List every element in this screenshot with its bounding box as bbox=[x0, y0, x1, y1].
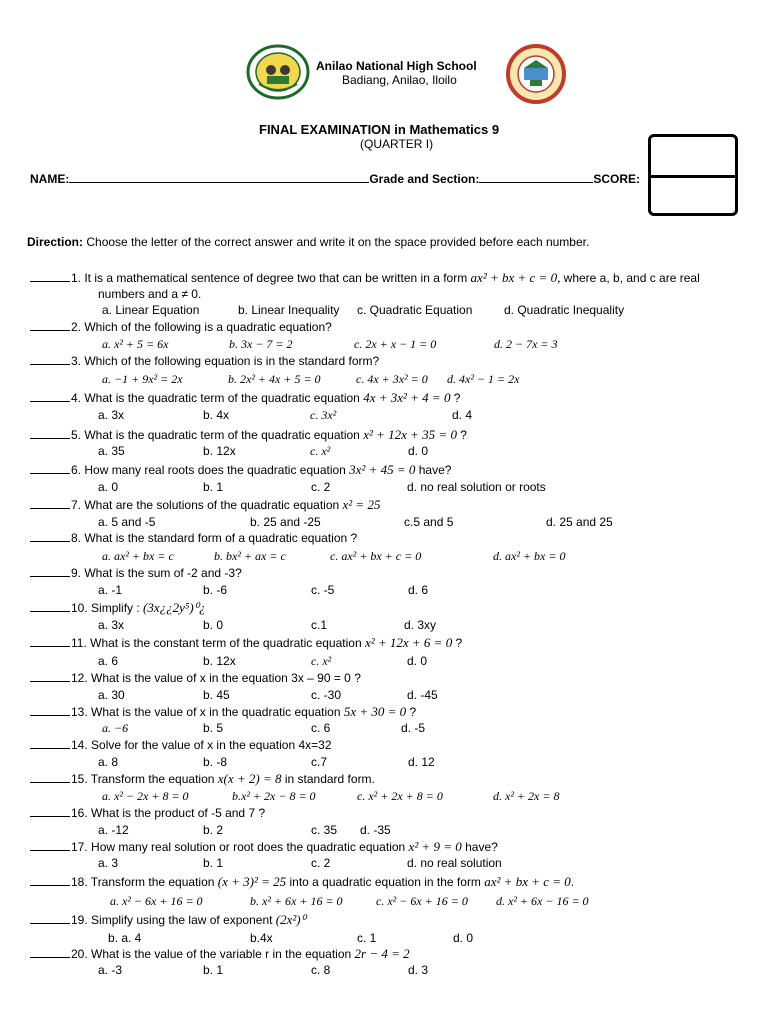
answer-option: a. 35 bbox=[98, 444, 125, 458]
question-number: 15. bbox=[71, 772, 88, 786]
answer-blank[interactable] bbox=[30, 428, 70, 439]
question-7 bbox=[30, 497, 380, 513]
question-text: What is the quadratic term of the quadratic equation bbox=[81, 391, 364, 405]
answer-option: d. 2 − 7x = 3 bbox=[494, 337, 558, 351]
answer-blank[interactable] bbox=[30, 271, 70, 282]
answer-option: b. 1 bbox=[203, 856, 224, 870]
question-number: 8. bbox=[71, 531, 82, 545]
answer-option: d. 25 and 25 bbox=[546, 515, 613, 529]
answer-option: a. x² + 5 = 6x bbox=[102, 337, 169, 351]
answer-option: d. 12 bbox=[408, 755, 435, 769]
question-text: What is the constant term of the quadratic equation bbox=[86, 636, 365, 650]
question-text: What is the product of -5 and 7 ? bbox=[87, 806, 266, 820]
question-text: How many real solution or root does the quadratic equation bbox=[87, 840, 409, 854]
direction-line bbox=[27, 235, 589, 249]
answer-blank[interactable] bbox=[30, 498, 70, 509]
answer-option: d. -5 bbox=[401, 721, 426, 735]
question-text: Simplify : bbox=[87, 601, 144, 615]
question-text: What is the value of the variable r in the equation bbox=[87, 947, 355, 961]
question-text: It is a mathematical sentence of degree two that can be written in a form bbox=[81, 271, 471, 285]
answer-option: c. 2x + x − 1 = 0 bbox=[354, 337, 437, 351]
question-number: 10. bbox=[71, 601, 88, 615]
question-number: 19. bbox=[71, 913, 88, 927]
direction-label: Direction: bbox=[27, 235, 84, 249]
answer-option: b. a. 4 bbox=[108, 931, 142, 945]
answer-option: d. 3 bbox=[408, 963, 429, 977]
question-1 bbox=[30, 270, 700, 286]
answer-option: c. -30 bbox=[311, 688, 342, 702]
answer-option: b. x² + 6x + 16 = 0 bbox=[250, 894, 343, 908]
answer-option: b. 45 bbox=[203, 688, 230, 702]
score-box[interactable] bbox=[648, 134, 738, 216]
answer-option: c. 6 bbox=[311, 721, 331, 735]
answer-option: b. -8 bbox=[203, 755, 228, 769]
question-text: What is the standard form of a quadratic equation ? bbox=[81, 531, 358, 545]
exam-title: FINAL EXAMINATION in Mathematics 9 bbox=[259, 122, 500, 137]
answer-option: b. 4x bbox=[203, 408, 230, 422]
answer-option: a. -12 bbox=[98, 823, 129, 837]
answer-option: c. ax² + bx + c = 0 bbox=[330, 549, 422, 563]
answer-option: c. x² bbox=[311, 654, 332, 668]
answer-blank[interactable] bbox=[30, 913, 70, 924]
answer-option: c.1 bbox=[311, 618, 328, 632]
question-tail: have? bbox=[415, 463, 452, 477]
answer-option: b. 25 and -25 bbox=[250, 515, 321, 529]
question-5 bbox=[30, 427, 467, 443]
question-20 bbox=[30, 946, 410, 962]
question-number: 11. bbox=[71, 636, 87, 650]
answer-option: b. 0 bbox=[203, 618, 224, 632]
answer-option: a. 6 bbox=[98, 654, 119, 668]
answer-option: d. 4x² − 1 = 2x bbox=[447, 372, 520, 386]
answer-option: d. -45 bbox=[407, 688, 438, 702]
question-text: What are the solutions of the quadratic equation bbox=[81, 498, 343, 512]
question-text: How many real roots does the quadratic equation bbox=[81, 463, 350, 477]
answer-option: d. 4 bbox=[452, 408, 473, 422]
answer-blank[interactable] bbox=[30, 636, 70, 647]
answer-blank[interactable] bbox=[30, 875, 70, 886]
question-math: x² + 12x + 35 = 0 bbox=[363, 427, 457, 442]
answer-option: b.x² + 2x − 8 = 0 bbox=[232, 789, 316, 803]
answer-option: d. 0 bbox=[407, 654, 428, 668]
answer-option: a. ax² + bx = c bbox=[102, 549, 174, 563]
question-4 bbox=[30, 390, 460, 406]
question-8 bbox=[30, 531, 357, 545]
answer-option: c. 2 bbox=[311, 480, 331, 494]
answer-option: c. 35 bbox=[311, 823, 338, 837]
answer-option: b. 3x − 7 = 2 bbox=[229, 337, 293, 351]
answer-blank[interactable] bbox=[30, 840, 70, 851]
question-number: 7. bbox=[71, 498, 82, 512]
question-math: (3x¿¿2y⁵)⁰¿ bbox=[143, 600, 206, 615]
answer-option: d. ax² + bx = 0 bbox=[493, 549, 566, 563]
answer-option: c. x² bbox=[310, 444, 331, 458]
school-seal-logo bbox=[245, 44, 311, 103]
question-number: 4. bbox=[71, 391, 82, 405]
question-math: ax² + bx + c = 0, bbox=[470, 270, 561, 285]
question-math: (x + 3)² = 25 bbox=[217, 874, 287, 889]
answer-option: b. -6 bbox=[203, 583, 228, 597]
answer-option: a. 3x bbox=[98, 408, 125, 422]
name-label: NAME: bbox=[30, 172, 70, 186]
answer-option: a. x² − 2x + 8 = 0 bbox=[102, 789, 189, 803]
question-tail: ? bbox=[406, 705, 417, 719]
grade-blank[interactable] bbox=[479, 172, 593, 183]
answer-blank[interactable] bbox=[30, 738, 70, 749]
answer-blank[interactable] bbox=[30, 947, 70, 958]
answer-option: b. 1 bbox=[203, 963, 224, 977]
question-number: 3. bbox=[71, 354, 82, 368]
answer-option: b. 1 bbox=[203, 480, 224, 494]
question-text: Simplify using the law of exponent bbox=[87, 913, 276, 927]
question-tail: have? bbox=[461, 840, 498, 854]
answer-option: d. no real solution bbox=[407, 856, 502, 870]
question-math: 5x + 30 = 0 bbox=[343, 704, 407, 719]
question-9 bbox=[30, 566, 242, 580]
question-tail: into a quadratic equation in the form bbox=[286, 875, 485, 889]
answer-option: a. 3 bbox=[98, 856, 119, 870]
question-13 bbox=[30, 704, 416, 720]
question-number: 6. bbox=[71, 463, 82, 477]
answer-option: a. x² − 6x + 16 = 0 bbox=[110, 894, 203, 908]
question-number: 16. bbox=[71, 806, 88, 820]
anilao-seal-logo bbox=[500, 44, 572, 107]
question-tail: ? bbox=[450, 391, 461, 405]
question-text: Transform the equation bbox=[87, 772, 218, 786]
answer-option: d. -35 bbox=[360, 823, 391, 837]
question-15 bbox=[30, 771, 375, 787]
question-math: x(x + 2) = 8 bbox=[217, 771, 282, 786]
answer-option: a. Linear Equation bbox=[102, 303, 200, 317]
answer-option: b. 2x² + 4x + 5 = 0 bbox=[228, 372, 321, 386]
question-number: 9. bbox=[71, 566, 82, 580]
question-math: x² + 12x + 6 = 0 bbox=[364, 635, 453, 650]
question-number: 17. bbox=[71, 840, 88, 854]
answer-option: c. 8 bbox=[311, 963, 331, 977]
question-tail: ? bbox=[456, 428, 467, 442]
answer-option: c. -5 bbox=[311, 583, 335, 597]
question-17 bbox=[30, 839, 498, 855]
question-19 bbox=[30, 912, 306, 928]
answer-blank[interactable] bbox=[30, 772, 70, 783]
answer-blank[interactable] bbox=[30, 806, 70, 817]
question-6 bbox=[30, 462, 451, 478]
answer-option: b. 2 bbox=[203, 823, 224, 837]
question-text: Solve for the value of x in the equation 4x=32 bbox=[87, 738, 332, 752]
question-math: 2r − 4 = 2 bbox=[354, 946, 410, 961]
answer-option: a. 30 bbox=[98, 688, 125, 702]
question-math: x² = 25 bbox=[342, 497, 381, 512]
question-number: 1. bbox=[71, 271, 82, 285]
question-tail: in standard form. bbox=[281, 772, 375, 786]
answer-option: c. Quadratic Equation bbox=[357, 303, 473, 317]
question-tail: where a, b, and c are real bbox=[560, 271, 700, 285]
answer-option: c.5 and 5 bbox=[404, 515, 454, 529]
name-grade-score-line bbox=[30, 172, 640, 186]
direction-text: Choose the letter of the correct answer and write it on the space provided before each number. bbox=[83, 235, 590, 249]
answer-blank[interactable] bbox=[30, 566, 70, 577]
answer-option: d. 0 bbox=[453, 931, 474, 945]
answer-option: a. -3 bbox=[98, 963, 123, 977]
question-text: What is the value of x in the equation 3x – 90 = 0 ? bbox=[87, 671, 361, 685]
answer-blank[interactable] bbox=[30, 391, 70, 402]
question-text: Transform the equation bbox=[87, 875, 218, 889]
question-number: 5. bbox=[71, 428, 82, 442]
answer-option: c. 4x + 3x² = 0 bbox=[356, 372, 428, 386]
score-label: SCORE: bbox=[593, 172, 641, 186]
question-math: 4x + 3x² + 4 = 0 bbox=[363, 390, 451, 405]
question-3 bbox=[30, 354, 379, 368]
question-math: ax² + bx + c = 0 bbox=[484, 874, 571, 889]
question-number: 18. bbox=[71, 875, 88, 889]
answer-option: c. 3x² bbox=[310, 408, 337, 422]
name-blank[interactable] bbox=[69, 172, 369, 183]
answer-blank[interactable] bbox=[30, 601, 70, 612]
answer-option: a. −1 + 9x² = 2x bbox=[102, 372, 183, 386]
answer-option: a. −6 bbox=[102, 721, 129, 735]
question-number: 14. bbox=[71, 738, 88, 752]
answer-option: d. x² + 2x = 8 bbox=[493, 789, 560, 803]
answer-option: b. 12x bbox=[203, 444, 236, 458]
answer-blank[interactable] bbox=[30, 531, 70, 542]
question-tail: ? bbox=[452, 636, 463, 650]
answer-option: c. x² − 6x + 16 = 0 bbox=[376, 894, 468, 908]
answer-blank[interactable] bbox=[30, 671, 70, 682]
answer-option: c. 1 bbox=[357, 931, 377, 945]
question-text: What is the sum of -2 and -3? bbox=[81, 566, 242, 580]
question-continuation: numbers and a ≠ 0. bbox=[98, 287, 202, 301]
answer-option: d. Quadratic Inequality bbox=[504, 303, 625, 317]
answer-option: b. 5 bbox=[203, 721, 224, 735]
answer-option: b. bx² + ax = c bbox=[214, 549, 286, 563]
answer-option: b. Linear Inequality bbox=[238, 303, 340, 317]
question-math: (2x²)⁰ bbox=[275, 912, 306, 927]
answer-option: a. -1 bbox=[98, 583, 123, 597]
question-11 bbox=[30, 635, 462, 651]
answer-option: c.7 bbox=[311, 755, 328, 769]
answer-option: a. 8 bbox=[98, 755, 119, 769]
answer-option: a. 3x bbox=[98, 618, 125, 632]
question-2 bbox=[30, 320, 332, 334]
score-divider bbox=[651, 175, 735, 178]
answer-option: b.4x bbox=[250, 931, 273, 945]
question-text: What is the quadratic term of the quadratic equation bbox=[81, 428, 364, 442]
answer-blank[interactable] bbox=[30, 354, 70, 365]
answer-option: d. x² + 6x − 16 = 0 bbox=[496, 894, 589, 908]
answer-option: d. 0 bbox=[408, 444, 429, 458]
grade-label: Grade and Section: bbox=[369, 172, 480, 186]
answer-blank[interactable] bbox=[30, 320, 70, 331]
question-math: 3x² + 45 = 0 bbox=[349, 462, 416, 477]
exam-subtitle: (QUARTER I) bbox=[360, 137, 434, 151]
question-10 bbox=[30, 600, 205, 616]
question-text: Which of the following is a quadratic equation? bbox=[81, 320, 332, 334]
answer-blank[interactable] bbox=[30, 463, 70, 474]
answer-option: a. 0 bbox=[98, 480, 119, 494]
answer-option: d. no real solution or roots bbox=[407, 480, 546, 494]
school-address: Badiang, Anilao, Iloilo bbox=[342, 73, 457, 87]
question-12 bbox=[30, 671, 361, 685]
question-16 bbox=[30, 806, 265, 820]
question-number: 2. bbox=[71, 320, 82, 334]
answer-blank[interactable] bbox=[30, 705, 70, 716]
question-number: 20. bbox=[71, 947, 88, 961]
question-number: 13. bbox=[71, 705, 88, 719]
question-text: What is the value of x in the quadratic equation bbox=[87, 705, 344, 719]
answer-option: d. 6 bbox=[408, 583, 429, 597]
question-18 bbox=[30, 874, 574, 890]
question-number: 12. bbox=[71, 671, 88, 685]
answer-option: c. 2 bbox=[311, 856, 331, 870]
question-14 bbox=[30, 738, 332, 752]
answer-option: c. x² + 2x + 8 = 0 bbox=[357, 789, 443, 803]
answer-option: b. 12x bbox=[203, 654, 236, 668]
question-tail: . bbox=[570, 875, 575, 889]
answer-option: a. 5 and -5 bbox=[98, 515, 156, 529]
school-name: Anilao National High School bbox=[316, 59, 477, 73]
answer-option: d. 3xy bbox=[404, 618, 437, 632]
question-math: x² + 9 = 0 bbox=[408, 839, 462, 854]
question-text: Which of the following equation is in the standard form? bbox=[81, 354, 380, 368]
